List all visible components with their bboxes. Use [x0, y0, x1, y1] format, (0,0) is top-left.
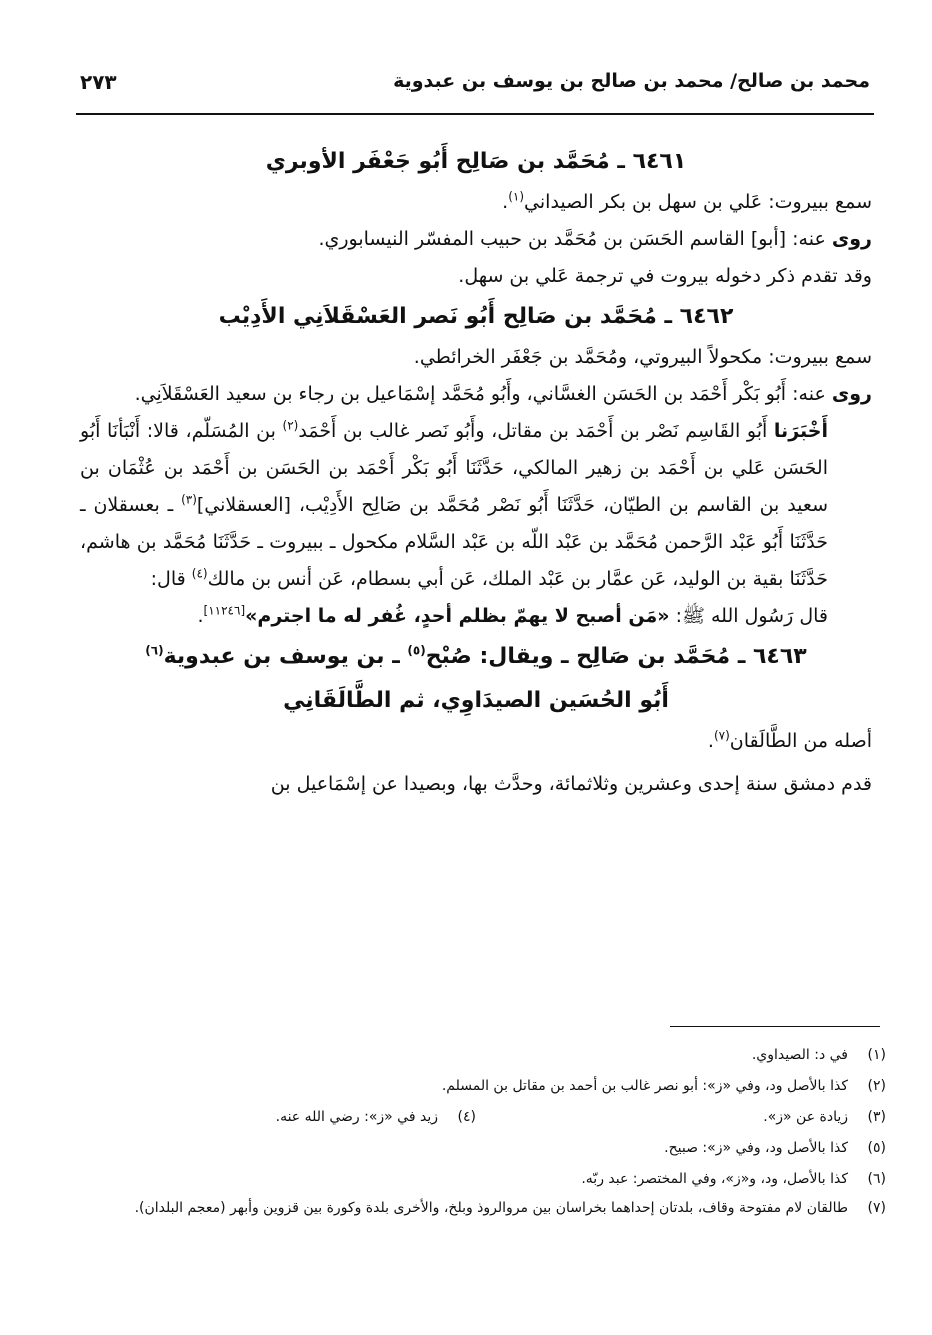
hadith-ref: [١١٢٤٦]: [203, 603, 246, 618]
entry-title-6461: ٦٤٦١ ـ مُحَمَّد بن صَالِح أَبُو جَعْفَر الأوبري: [265, 149, 687, 174]
footnote-row-3-4: [80, 1102, 886, 1133]
entry-title-6463-line2: أَبُو الحُسَين الصيدَاوِي، ثم الطَّالَقَانِي: [283, 688, 669, 713]
hadith-text: «مَن أصبح لا يهمّ بظلم أحدٍ، غُفر له ما اجترم»: [245, 605, 670, 627]
footnote-text: زيادة عن «ز».: [763, 1109, 848, 1125]
footnotes: [80, 1040, 886, 1221]
akhbarana-label: أَخْبَرَنا: [773, 420, 828, 442]
footnote-text: زيد في «ز»: رضي الله عنه.: [275, 1109, 438, 1125]
text-span: أَبُو القَاسِم نَصْر بن أَحْمَد بن مقاتل، وأَبُو نَصر غالب بن أَحْمَد: [298, 420, 774, 442]
text-span: ـ بعسقلان ـ حَدَّثَنَا أَبُو عَبْد الرَّحمن مُحَمَّد بن عَبْد اللّه بن عَبْد السَّلام مكحول ـ ببيروت ـ حَدَّثَنَا مُحَمَّد بن هاشم، حَدَّثَنَا بقية بن الوليد، عَن عمَّار بن عَبْد الملك، عَن أبي بسطام، عَن أنس بن مالك: [80, 494, 828, 590]
footnote-number: (١): [867, 1047, 886, 1063]
text-span: سمع ببيروت: عَلي بن سهل بن بكر الصيداني: [524, 191, 872, 213]
footnote-number: (٧): [867, 1200, 886, 1216]
footnote-ref-6: (٦): [145, 643, 164, 658]
text-span: ـ بن يوسف بن عبدوية: [163, 644, 408, 669]
text-span: قال رَسُول الله ﷺ:: [669, 605, 828, 627]
entry-6461-narrated: [80, 221, 872, 258]
text-span: عنه: أَبُو بَكْر أَحْمَد بن الحَسَن الغسَّاني، وأَبُو مُحَمَّد إسْمَاعيل بن رجاء بن سعيد العَسْقَلاَنِي.: [134, 383, 832, 405]
page-number: ٢٧٣: [80, 70, 117, 94]
footnote-ref-7: (٧): [713, 728, 730, 743]
footnote-7: [80, 1195, 886, 1221]
footnote-number: (٦): [867, 1171, 886, 1187]
entry-6461-heard: [80, 184, 872, 221]
footnote-number: (٣): [867, 1109, 886, 1125]
running-header: [80, 62, 870, 112]
footnote-text: كذا بالأصل ود، وفي «ز»: صبيح.: [664, 1140, 848, 1156]
text-span: بن المُسَلّم، قالا: أَنْبَأنَا أَبُو الحَسَن عَلي بن أَحْمَد بن زهير المالكي، حَدَّثَنَا أَبُو بَكْر أَحْمَد بن الحَسَن بن أَحْمَد بن عُثْمَان بن سعيد بن القاسم بن الطيّان، حَدَّثَنَا أَبُو نَصْر مُحَمَّد بن صَالِح الأَدِيْب، [العسقلاني]: [80, 420, 828, 516]
text-span: .: [197, 605, 204, 627]
footnote-5: [80, 1133, 886, 1164]
footnote-4: [276, 1102, 476, 1133]
entry-6462-hadith: [80, 598, 872, 635]
entry-title-6462: ٦٤٦٢ ـ مُحَمَّد بن صَالِح أَبُو نَصر العَسْقَلاَنِي الأَدِيْب: [218, 304, 734, 329]
footnote-number: (٥): [867, 1140, 886, 1156]
footnote-ref-5: (٥): [407, 643, 426, 658]
narrated-label: روى: [831, 228, 872, 250]
entry-6462-isnad: [80, 413, 872, 598]
entry-6462-heard: سمع ببيروت: مكحولاً البيروتي، ومُحَمَّد بن جَعْفَر الخرائطي.: [413, 346, 872, 368]
entry-6461-note: وقد تقدم ذكر دخوله بيروت في ترجمة عَلي بن سهل.: [458, 265, 872, 287]
footnote-number: (٤): [457, 1109, 476, 1125]
entry-6463-origin: [80, 723, 872, 760]
entry-6462-narrated: [80, 376, 872, 413]
text-span: .: [707, 730, 714, 752]
text-span: .: [502, 191, 509, 213]
footnote-3: [763, 1102, 886, 1133]
footnote-ref-3: (٣): [181, 492, 197, 507]
text-span: قال:: [150, 568, 192, 590]
footnote-ref-2: (٢): [282, 418, 299, 433]
footnote-1: [80, 1040, 886, 1071]
footnote-number: (٢): [867, 1078, 886, 1094]
entry-title-6463: [80, 635, 872, 679]
footnote-text: في د: الصيداوي.: [751, 1047, 848, 1063]
running-title: محمد بن صالح/ محمد بن صالح بن يوسف بن عبدوية: [393, 70, 870, 92]
footnote-text: كذا بالأصل، ود، و«ز»، وفي المختصر: عبد ربّه.: [581, 1171, 848, 1187]
narrated-label: روى: [831, 383, 872, 405]
text-span: عنه: [أبو] القاسم الحَسَن بن مُحَمَّد بن حبيب المفسّر النيسابوري.: [318, 228, 832, 250]
main-text: [80, 140, 872, 803]
footnote-ref-4: (٤): [191, 566, 208, 581]
footnote-text: كذا بالأصل ود، وفي «ز»: أبو نصر غالب بن أحمد بن مقاتل بن المسلم.: [441, 1078, 848, 1094]
footnote-ref-1: (١): [508, 189, 525, 204]
text-span: أصله من الطَّالَقان: [729, 730, 872, 752]
footnote-2: [80, 1071, 886, 1102]
entry-6463-travel: قدم دمشق سنة إحدى وعشرين وثلاثمائة، وحدَّث بها، وبصيدا عن إسْمَاعيل بن: [270, 773, 872, 795]
header-rule: [76, 113, 874, 115]
text-span: ٦٤٦٣ ـ مُحَمَّد بن صَالِح ـ ويقال: صُبْح: [425, 644, 807, 669]
footnote-6: [80, 1164, 886, 1195]
footnote-rule: [670, 1026, 880, 1027]
footnote-text: طالقان لام مفتوحة وقاف، بلدتان إحداهما بخراسان بين مروالروذ وبلخ، والأخرى بلدة وكورة بين قزوين وأبهر (معجم البلدان).: [134, 1200, 848, 1216]
